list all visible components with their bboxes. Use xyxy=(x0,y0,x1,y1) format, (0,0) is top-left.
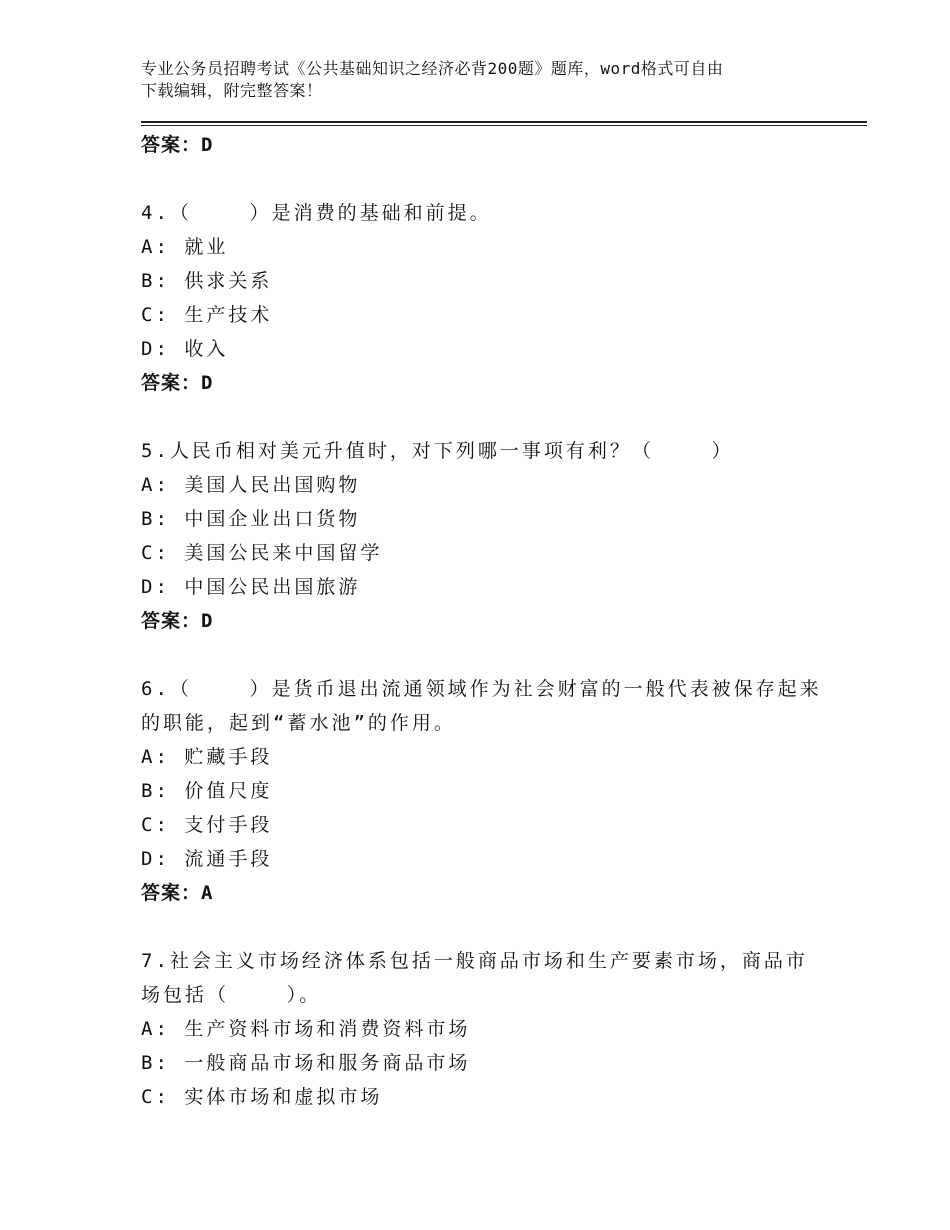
answer-label: 答案： xyxy=(141,134,202,156)
question-list xyxy=(141,128,841,1114)
option-c: C: 实体市场和虚拟市场 xyxy=(141,1086,383,1108)
option-d: D: 收入 xyxy=(141,338,229,360)
page-header xyxy=(141,58,821,102)
answer-value: D xyxy=(201,610,214,632)
question-7 xyxy=(141,944,841,1114)
option-a: A: 贮藏手段 xyxy=(141,746,273,768)
answer-value: A xyxy=(201,882,214,904)
answer-line xyxy=(141,604,841,638)
answer-line xyxy=(141,876,841,910)
question-4 xyxy=(141,196,841,400)
question-6 xyxy=(141,672,841,910)
option-c: C: 生产技术 xyxy=(141,304,273,326)
option-c: C: 美国公民来中国留学 xyxy=(141,542,383,564)
option-b: B: 供求关系 xyxy=(141,270,273,292)
header-line-1: 专业公务员招聘考试《公共基础知识之经济必背200题》题库，word格式可自由 xyxy=(141,59,724,78)
question-stem: 4.（ ）是消费的基础和前提。 xyxy=(141,202,492,224)
option-d: D: 中国公民出国旅游 xyxy=(141,576,361,598)
question-stem: 5.人民币相对美元升值时，对下列哪一事项有利？（ ） xyxy=(141,440,734,462)
answer-line xyxy=(141,366,841,400)
option-a: A: 就业 xyxy=(141,236,229,258)
header-divider-thick xyxy=(141,121,867,123)
option-b: B: 一般商品市场和服务商品市场 xyxy=(141,1052,471,1074)
question-5 xyxy=(141,434,841,638)
answer-value: D xyxy=(201,134,214,156)
option-b: B: 中国企业出口货物 xyxy=(141,508,361,530)
answer-label: 答案： xyxy=(141,372,202,394)
answer-label: 答案： xyxy=(141,882,202,904)
header-line-2: 下载编辑，附完整答案！ xyxy=(141,81,323,100)
option-d: D: 流通手段 xyxy=(141,848,273,870)
question-stem: 7.社会主义市场经济体系包括一般商品市场和生产要素市场，商品市 xyxy=(141,950,808,972)
question-stem-continued: 的职能，起到“蓄水池”的作用。 xyxy=(141,712,456,734)
option-a: A: 生产资料市场和消费资料市场 xyxy=(141,1018,471,1040)
answer-line xyxy=(141,128,841,162)
header-divider-thin xyxy=(141,125,867,126)
answer-label: 答案： xyxy=(141,610,202,632)
option-a: A: 美国人民出国购物 xyxy=(141,474,361,496)
answer-value: D xyxy=(201,372,214,394)
question-stem-continued: 场包括（ ）。 xyxy=(141,984,322,1006)
question-stem: 6.（ ）是货币退出流通领域作为社会财富的一般代表被保存起来 xyxy=(141,678,822,700)
option-b: B: 价值尺度 xyxy=(141,780,273,802)
option-c: C: 支付手段 xyxy=(141,814,273,836)
